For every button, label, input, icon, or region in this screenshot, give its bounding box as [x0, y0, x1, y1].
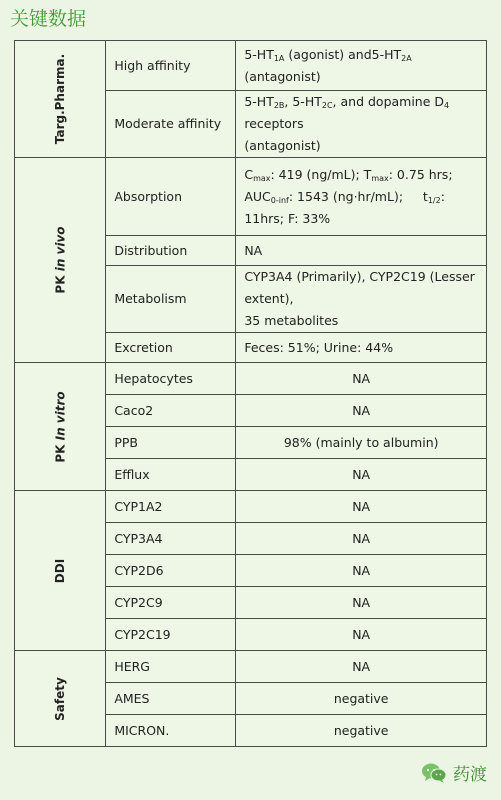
param-value: NA	[236, 651, 487, 683]
param-value: NA	[236, 236, 487, 266]
group-label: Safety	[53, 676, 68, 721]
param-value: NA	[236, 395, 487, 427]
param-label: CYP3A4	[106, 523, 236, 555]
param-label: Excretion	[106, 333, 236, 363]
param-value: NA	[236, 587, 487, 619]
group-label: PK in vivo	[53, 226, 68, 294]
group-pk-in-vitro	[15, 363, 106, 491]
param-value: $5-HT_{2B}$, $5-HT_{2C}$, and dopamine $D_4$ receptors (antagonist)	[236, 91, 487, 158]
param-value: NA	[236, 459, 487, 491]
page-title: 关键数据	[10, 8, 87, 30]
brand-name: 药渡	[453, 765, 487, 785]
param-label: CYP2C9	[106, 587, 236, 619]
param-value: $C_{max}$: 419 (ng/mL); $T_{max}$: 0.75 hrs; $AUC_{0-inf}$: 1543 (ng·hr/mL); $t_{1/2}$: 11hrs; F: 33%	[236, 158, 487, 236]
param-value: NA	[236, 619, 487, 651]
param-value: Feces: 51%; Urine: 44%	[236, 333, 487, 363]
group-targ-pharma	[15, 41, 106, 158]
param-value: CYP3A4 (Primarily), CYP2C19 (Lesser extent), 35 metabolites	[236, 266, 487, 333]
param-value: NA	[236, 491, 487, 523]
group-safety	[15, 651, 106, 747]
group-label: PK In vitro	[53, 390, 68, 463]
brand-watermark	[421, 760, 487, 785]
param-value: negative	[236, 715, 487, 747]
table-row	[15, 491, 487, 523]
table-row	[15, 41, 487, 91]
param-label: CYP1A2	[106, 491, 236, 523]
table-row	[15, 158, 487, 236]
param-value: NA	[236, 523, 487, 555]
param-label: HERG	[106, 651, 236, 683]
param-label: Distribution	[106, 236, 236, 266]
param-value: NA	[236, 363, 487, 395]
param-value: negative	[236, 683, 487, 715]
table-row	[15, 651, 487, 683]
param-label: PPB	[106, 427, 236, 459]
param-label: Caco2	[106, 395, 236, 427]
wechat-icon	[421, 762, 447, 784]
param-label: Hepatocytes	[106, 363, 236, 395]
group-pk-in-vivo	[15, 158, 106, 363]
param-label: AMES	[106, 683, 236, 715]
group-ddi	[15, 491, 106, 651]
key-data-table	[14, 40, 487, 747]
param-label: High affinity	[106, 41, 236, 91]
table-row	[15, 363, 487, 395]
param-value: $5-HT_{1A}$ (agonist) $and5-HT_{2A}$ (antagonist)	[236, 41, 487, 91]
param-label: CYP2D6	[106, 555, 236, 587]
group-label: Targ.Pharma.	[53, 53, 68, 145]
param-label: Efflux	[106, 459, 236, 491]
param-value: NA	[236, 555, 487, 587]
param-label: MICRON.	[106, 715, 236, 747]
param-label: Absorption	[106, 158, 236, 236]
group-label: DDI	[53, 558, 68, 583]
param-label: Metabolism	[106, 266, 236, 333]
param-value: 98% (mainly to albumin)	[236, 427, 487, 459]
param-label: Moderate affinity	[106, 91, 236, 158]
param-label: CYP2C19	[106, 619, 236, 651]
